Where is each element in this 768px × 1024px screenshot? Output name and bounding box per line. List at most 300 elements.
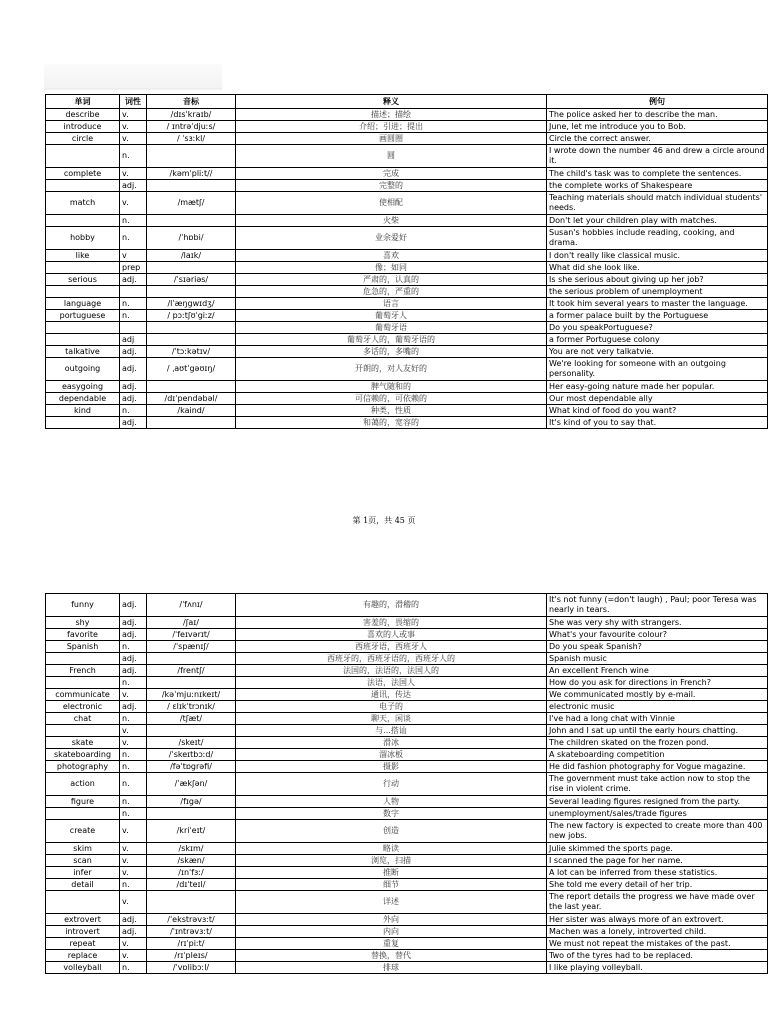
pos-cell: adj. [120, 617, 147, 629]
page-footer: 第 1页，共 45 页 [352, 516, 416, 525]
phonetic-cell: /ɪnˈfɜː/ [147, 867, 236, 879]
example-cell: I don't really like classical music. [547, 250, 768, 262]
pos-cell: adj. [120, 701, 147, 713]
phonetic-cell: /kaind/ [147, 405, 236, 417]
example-cell: We communicated mostly by e-mail. [547, 689, 768, 701]
phonetic-cell: /skæn/ [147, 855, 236, 867]
word-cell [46, 417, 120, 429]
header-meaning: 释义 [236, 95, 547, 109]
pos-cell [120, 286, 147, 298]
word-cell: serious [46, 274, 120, 286]
pos-cell: v. [120, 133, 147, 145]
table-row [46, 298, 768, 310]
table-row [46, 109, 768, 121]
table-row [46, 938, 768, 950]
example-cell: We're looking for someone with an outgoing personality. [547, 358, 768, 381]
pos-cell: v. [120, 891, 147, 914]
meaning-cell: 数字 [236, 808, 547, 820]
word-cell [46, 286, 120, 298]
meaning-cell: 画圆圈 [236, 133, 547, 145]
pos-cell: v. [120, 121, 147, 133]
phonetic-cell: /ˈækʃən/ [147, 773, 236, 796]
pos-cell: n. [120, 310, 147, 322]
word-cell: communicate [46, 689, 120, 701]
example-cell: A lot can be inferred from these statistics. [547, 867, 768, 879]
phonetic-cell: /rɪˈpleɪs/ [147, 950, 236, 962]
table-row [46, 286, 768, 298]
table-row [46, 914, 768, 926]
word-cell [46, 677, 120, 689]
phonetic-cell: /dɪˈpendəbəl/ [147, 393, 236, 405]
phonetic-cell: / ˌaʊtˈgəʊɪŋ/ [147, 358, 236, 381]
meaning-cell: 使相配 [236, 192, 547, 215]
meaning-cell: 法国的，法语的，法国人的 [236, 665, 547, 677]
pos-cell: adj. [120, 381, 147, 393]
word-cell: figure [46, 796, 120, 808]
word-cell: easygoing [46, 381, 120, 393]
word-cell: talkative [46, 346, 120, 358]
table-row [46, 346, 768, 358]
pos-cell: adj. [120, 180, 147, 192]
example-cell: He did fashion photography for Vogue magazine. [547, 761, 768, 773]
header-row [46, 95, 768, 109]
word-cell: hobby [46, 227, 120, 250]
example-cell: I've had a long chat with Vinnie [547, 713, 768, 725]
table-row [46, 274, 768, 286]
pos-cell: v. [120, 867, 147, 879]
example-cell: We must not repeat the mistakes of the past. [547, 938, 768, 950]
word-cell: create [46, 820, 120, 843]
word-cell: repeat [46, 938, 120, 950]
table-row [46, 121, 768, 133]
meaning-cell: 介绍；引进；提出 [236, 121, 547, 133]
pos-cell: adj. [120, 274, 147, 286]
meaning-cell: 通讯，传达 [236, 689, 547, 701]
meaning-cell: 葡萄牙人的，葡萄牙语的 [236, 334, 547, 346]
vocabulary-table-2 [45, 593, 768, 974]
table-row [46, 322, 768, 334]
meaning-cell: 摄影 [236, 761, 547, 773]
phonetic-cell: /ˈfeɪvərɪt/ [147, 629, 236, 641]
example-cell: The children skated on the frozen pond. [547, 737, 768, 749]
table-row [46, 950, 768, 962]
pos-cell: n. [120, 808, 147, 820]
table-row [46, 629, 768, 641]
pos-cell: n. [120, 773, 147, 796]
pos-cell: v. [120, 168, 147, 180]
example-cell: The new factory is expected to create more than 400 new jobs. [547, 820, 768, 843]
table-row [46, 641, 768, 653]
table-row [46, 665, 768, 677]
phonetic-cell: /ˈskeɪtbɔːd/ [147, 749, 236, 761]
phonetic-cell: /laɪk/ [147, 250, 236, 262]
table-row [46, 227, 768, 250]
meaning-cell: 外向 [236, 914, 547, 926]
meaning-cell: 略读 [236, 843, 547, 855]
phonetic-cell [147, 322, 236, 334]
table-row [46, 701, 768, 713]
example-cell: What kind of food do you want? [547, 405, 768, 417]
table-row [46, 133, 768, 145]
word-cell: photography [46, 761, 120, 773]
meaning-cell: 滑冰 [236, 737, 547, 749]
word-cell: outgoing [46, 358, 120, 381]
pos-cell: n. [120, 761, 147, 773]
pos-cell: adj. [120, 629, 147, 641]
phonetic-cell: /frentʃ/ [147, 665, 236, 677]
meaning-cell: 推断 [236, 867, 547, 879]
phonetic-cell [147, 725, 236, 737]
word-cell [46, 891, 120, 914]
phonetic-cell [147, 286, 236, 298]
word-cell: volleyball [46, 962, 120, 974]
pos-cell: n. [120, 641, 147, 653]
word-cell [46, 215, 120, 227]
example-cell: Teaching materials should match individual students' needs. [547, 192, 768, 215]
meaning-cell: 和蔼的，宽容的 [236, 417, 547, 429]
pos-cell: adj [120, 334, 147, 346]
pos-cell: v. [120, 109, 147, 121]
word-cell: language [46, 298, 120, 310]
meaning-cell: 排球 [236, 962, 547, 974]
meaning-cell: 行动 [236, 773, 547, 796]
meaning-cell: 葡萄牙语 [236, 322, 547, 334]
phonetic-cell: /ˈhɒbi/ [147, 227, 236, 250]
word-cell [46, 322, 120, 334]
meaning-cell: 开朗的，对人友好的 [236, 358, 547, 381]
phonetic-cell: /lˈæŋgwɪdʒ/ [147, 298, 236, 310]
example-cell: Do you speak Spanish? [547, 641, 768, 653]
example-cell: Circle the correct answer. [547, 133, 768, 145]
example-cell: You are not very talkatvie. [547, 346, 768, 358]
word-cell: kind [46, 405, 120, 417]
example-cell: Her sister was always more of an extrovert. [547, 914, 768, 926]
phonetic-cell [147, 381, 236, 393]
phonetic-cell [147, 180, 236, 192]
pos-cell: n. [120, 145, 147, 168]
example-cell: Don't let your children play with matches. [547, 215, 768, 227]
table-row [46, 808, 768, 820]
phonetic-cell: /dɪsˈkraɪb/ [147, 109, 236, 121]
phonetic-cell: / pɔːtʃʊˈgiːz/ [147, 310, 236, 322]
word-cell: skateboarding [46, 749, 120, 761]
meaning-cell: 像；如同 [236, 262, 547, 274]
phonetic-cell: / ˈsɜːkl/ [147, 133, 236, 145]
table-row [46, 168, 768, 180]
example-cell: I scanned the page for her name. [547, 855, 768, 867]
example-cell: The police asked her to describe the man. [547, 109, 768, 121]
phonetic-cell: /rɪˈpiːt/ [147, 938, 236, 950]
meaning-cell: 害羞的，畏缩的 [236, 617, 547, 629]
phonetic-cell [147, 215, 236, 227]
pos-cell: v. [120, 855, 147, 867]
word-cell: shy [46, 617, 120, 629]
pos-cell: adj. [120, 914, 147, 926]
table-row [46, 677, 768, 689]
example-cell: What's your favourite colour? [547, 629, 768, 641]
pos-cell: v. [120, 938, 147, 950]
table-row [46, 250, 768, 262]
meaning-cell: 可信赖的，可依赖的 [236, 393, 547, 405]
word-cell: Spanish [46, 641, 120, 653]
word-cell: extrovert [46, 914, 120, 926]
meaning-cell: 细节 [236, 879, 547, 891]
phonetic-cell [147, 262, 236, 274]
example-cell: How do you ask for directions in French? [547, 677, 768, 689]
example-cell: Spanish music [547, 653, 768, 665]
pos-cell: prep [120, 262, 147, 274]
word-cell [46, 145, 120, 168]
header-pos: 词性 [120, 95, 147, 109]
example-cell: Our most dependable ally [547, 393, 768, 405]
word-cell [46, 334, 120, 346]
pos-cell: v. [120, 950, 147, 962]
word-cell: match [46, 192, 120, 215]
faded-header-rule [44, 88, 222, 89]
example-cell: Machen was a lonely, introverted child. [547, 926, 768, 938]
phonetic-cell: /skɪm/ [147, 843, 236, 855]
phonetic-cell: /kriˈeɪt/ [147, 820, 236, 843]
word-cell: chat [46, 713, 120, 725]
pos-cell: v. [120, 820, 147, 843]
meaning-cell: 圆 [236, 145, 547, 168]
table-row [46, 145, 768, 168]
phonetic-cell: /ˈekstrəvɜːt/ [147, 914, 236, 926]
word-cell: introvert [46, 926, 120, 938]
meaning-cell: 重复 [236, 938, 547, 950]
word-cell: French [46, 665, 120, 677]
pos-cell: adj. [120, 417, 147, 429]
word-cell: electronic [46, 701, 120, 713]
pos-cell: n. [120, 215, 147, 227]
word-cell [46, 653, 120, 665]
meaning-cell: 完成 [236, 168, 547, 180]
pos-cell [120, 322, 147, 334]
table-row [46, 773, 768, 796]
pos-cell: n. [120, 298, 147, 310]
table-row [46, 180, 768, 192]
example-cell: the complete works of Shakespeare [547, 180, 768, 192]
example-cell: She told me every detail of her trip. [547, 879, 768, 891]
meaning-cell: 人物 [236, 796, 547, 808]
header-word: 单词 [46, 95, 120, 109]
phonetic-cell: /fɪgə/ [147, 796, 236, 808]
table-row [46, 761, 768, 773]
word-cell: replace [46, 950, 120, 962]
pos-cell: n. [120, 405, 147, 417]
example-cell: Susan's hobbies include reading, cooking, and drama. [547, 227, 768, 250]
table-row [46, 725, 768, 737]
word-cell: action [46, 773, 120, 796]
table-row [46, 855, 768, 867]
phonetic-cell: /tʃæt/ [147, 713, 236, 725]
example-cell: It's not funny (=don't laugh) , Paul; poor Teresa was nearly in tears. [547, 594, 768, 617]
table-row [46, 617, 768, 629]
meaning-cell: 创造 [236, 820, 547, 843]
pos-cell: n. [120, 713, 147, 725]
word-cell: detail [46, 879, 120, 891]
table-row [46, 334, 768, 346]
phonetic-cell [147, 145, 236, 168]
word-cell [46, 262, 120, 274]
word-cell [46, 725, 120, 737]
meaning-cell: 与...搭讪 [236, 725, 547, 737]
table-row [46, 891, 768, 914]
meaning-cell: 业余爱好 [236, 227, 547, 250]
meaning-cell: 西班牙的，西班牙语的，西班牙人的 [236, 653, 547, 665]
pos-cell: adj. [120, 358, 147, 381]
phonetic-cell: /ˈsɪəriəs/ [147, 274, 236, 286]
example-cell: It's kind of you to say that. [547, 417, 768, 429]
meaning-cell: 种类，性质 [236, 405, 547, 417]
phonetic-cell: /ˈɪntrəvɜːt/ [147, 926, 236, 938]
example-cell: Do you speakPortuguese? [547, 322, 768, 334]
phonetic-cell [147, 891, 236, 914]
example-cell: a former Portuguese colony [547, 334, 768, 346]
phonetic-cell: /skeɪt/ [147, 737, 236, 749]
example-cell: I wrote down the number 46 and drew a circle around it. [547, 145, 768, 168]
meaning-cell: 语言 [236, 298, 547, 310]
meaning-cell: 浏览，扫描 [236, 855, 547, 867]
phonetic-cell [147, 334, 236, 346]
example-cell: June, let me introduce you to Bob. [547, 121, 768, 133]
pos-cell: n. [120, 879, 147, 891]
table-row [46, 381, 768, 393]
table-row [46, 594, 768, 617]
phonetic-cell: / ɪntrəˈdjuːs/ [147, 121, 236, 133]
table-row [46, 192, 768, 215]
table-row [46, 405, 768, 417]
example-cell: the serious problem of unemployment [547, 286, 768, 298]
meaning-cell: 电子的 [236, 701, 547, 713]
meaning-cell: 葡萄牙人 [236, 310, 547, 322]
meaning-cell: 火柴 [236, 215, 547, 227]
example-cell: What did she look like. [547, 262, 768, 274]
example-cell: A skateboarding competition [547, 749, 768, 761]
table-row [46, 417, 768, 429]
table-row [46, 749, 768, 761]
phonetic-cell: /ˈtɔːkətɪv/ [147, 346, 236, 358]
word-cell: skim [46, 843, 120, 855]
word-cell [46, 808, 120, 820]
meaning-cell: 严肃的，认真的 [236, 274, 547, 286]
meaning-cell: 多话的，多嘴的 [236, 346, 547, 358]
pos-cell: adj. [120, 393, 147, 405]
pos-cell: v [120, 250, 147, 262]
example-cell: a former palace built by the Portuguese [547, 310, 768, 322]
table-row [46, 962, 768, 974]
word-cell [46, 180, 120, 192]
meaning-cell: 溜冰板 [236, 749, 547, 761]
table-row [46, 393, 768, 405]
pos-cell: adj. [120, 346, 147, 358]
word-cell: circle [46, 133, 120, 145]
pos-cell: adj. [120, 594, 147, 617]
example-cell: Two of the tyres had to be replaced. [547, 950, 768, 962]
pos-cell: n. [120, 677, 147, 689]
table-row [46, 843, 768, 855]
phonetic-cell: /ˈspænɪʃ/ [147, 641, 236, 653]
example-cell: electronic music [547, 701, 768, 713]
table-row [46, 689, 768, 701]
table-row [46, 867, 768, 879]
phonetic-cell: /mætʃ/ [147, 192, 236, 215]
example-cell: Several leading figures resigned from the party. [547, 796, 768, 808]
example-cell: I like playing volleyball. [547, 962, 768, 974]
word-cell: skate [46, 737, 120, 749]
meaning-cell: 西班牙语，西班牙人 [236, 641, 547, 653]
example-cell: She was very shy with strangers. [547, 617, 768, 629]
phonetic-cell: /dɪˈteɪl/ [147, 879, 236, 891]
pos-cell: n. [120, 749, 147, 761]
word-cell: funny [46, 594, 120, 617]
example-cell: Her easy-going nature made her popular. [547, 381, 768, 393]
vocabulary-table-1 [45, 94, 768, 429]
meaning-cell: 聊天，闲谈 [236, 713, 547, 725]
meaning-cell: 详述 [236, 891, 547, 914]
example-cell: Julie skimmed the sports page. [547, 843, 768, 855]
meaning-cell: 有趣的，滑稽的 [236, 594, 547, 617]
example-cell: The report details the progress we have made over the last year. [547, 891, 768, 914]
phonetic-cell [147, 417, 236, 429]
phonetic-cell: /kəmˈpliːt// [147, 168, 236, 180]
phonetic-cell: / ɛlɪkˈtrɔnɪk/ [147, 701, 236, 713]
example-cell: The government must take action now to stop the rise in violent crime. [547, 773, 768, 796]
meaning-cell: 描述；描绘 [236, 109, 547, 121]
header-example: 例句 [547, 95, 768, 109]
pos-cell: n. [120, 962, 147, 974]
meaning-cell: 法语，法国人 [236, 677, 547, 689]
table-row [46, 215, 768, 227]
meaning-cell: 脾气随和的 [236, 381, 547, 393]
table-row [46, 796, 768, 808]
meaning-cell: 内向 [236, 926, 547, 938]
pos-cell: adj. [120, 665, 147, 677]
meaning-cell: 喜欢的人或事 [236, 629, 547, 641]
pos-cell: v. [120, 689, 147, 701]
pos-cell: v. [120, 725, 147, 737]
pos-cell: adj. [120, 926, 147, 938]
word-cell: portuguese [46, 310, 120, 322]
table-row [46, 713, 768, 725]
pos-cell: adj. [120, 653, 147, 665]
table-row [46, 653, 768, 665]
table-row [46, 358, 768, 381]
table-row [46, 737, 768, 749]
phonetic-cell: /fəˈtɒgrəfi/ [147, 761, 236, 773]
phonetic-cell: /ˈfʌnɪ/ [147, 594, 236, 617]
table-row [46, 879, 768, 891]
example-cell: An excellent French wine [547, 665, 768, 677]
phonetic-cell: /kəˈmjuːnɪkeɪt/ [147, 689, 236, 701]
table-row [46, 310, 768, 322]
meaning-cell: 替换，替代 [236, 950, 547, 962]
phonetic-cell: /ʃaɪ/ [147, 617, 236, 629]
faded-header-area [44, 64, 222, 90]
example-cell: John and I sat up until the early hours chatting. [547, 725, 768, 737]
word-cell: introduce [46, 121, 120, 133]
word-cell: scan [46, 855, 120, 867]
example-cell: unemployment/sales/trade figures [547, 808, 768, 820]
phonetic-cell [147, 677, 236, 689]
table-row [46, 262, 768, 274]
phonetic-cell [147, 808, 236, 820]
word-cell: like [46, 250, 120, 262]
meaning-cell: 完整的 [236, 180, 547, 192]
example-cell: The child's task was to complete the sentences. [547, 168, 768, 180]
phonetic-cell: /ˈvɒlibɔːl/ [147, 962, 236, 974]
pos-cell: v. [120, 843, 147, 855]
